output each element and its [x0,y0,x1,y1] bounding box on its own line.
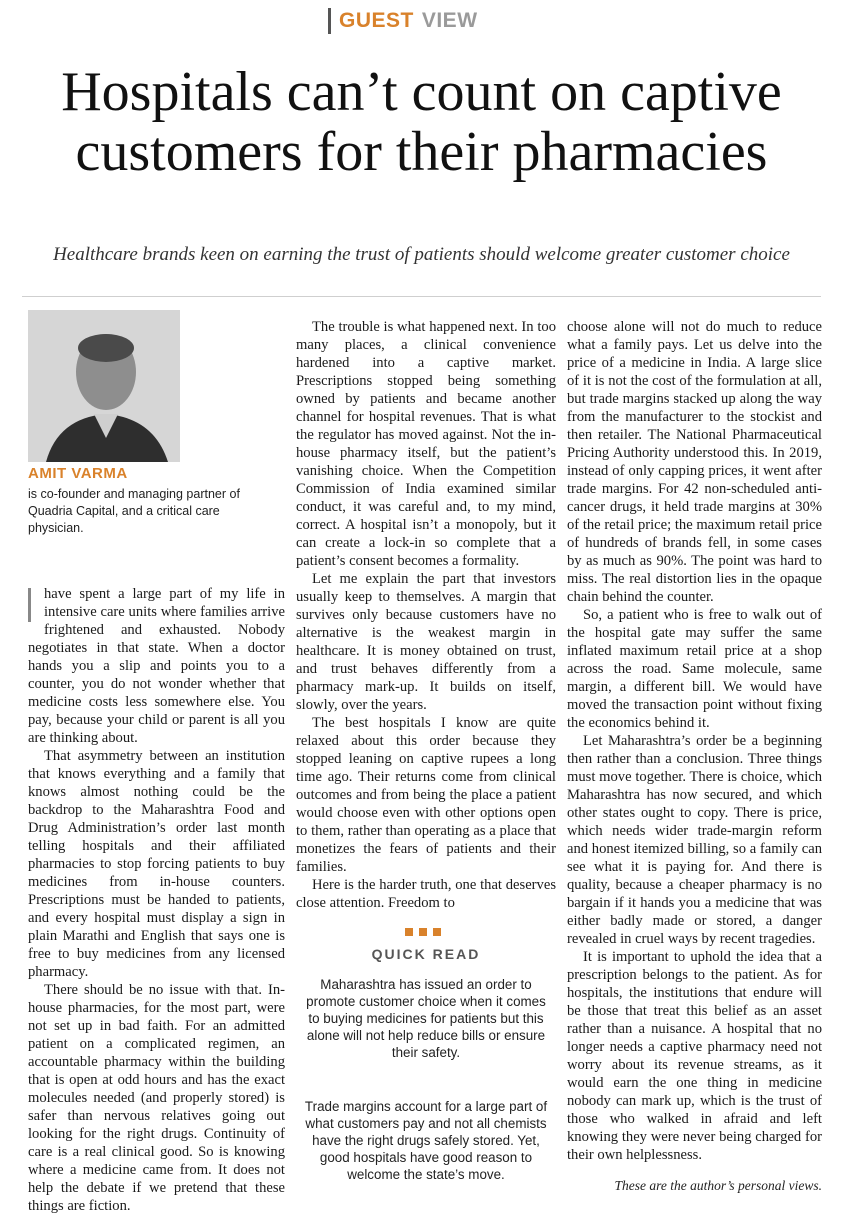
quick-read-title: QUICK READ [371,946,481,962]
divider [22,296,821,297]
kicker-view: VIEW [421,9,478,32]
paragraph: It is important to uphold the idea that a prescription belongs to the patient. As for hospitals, the institutions that endure will be those that treat this belief as an asset rather than a nuisance. A hospital that no longer needs a captive pharmacy need not worry about its revenue streams, as it would earn the one thing in medicine nobody can mark up, which is the trust of those who walked in afraid and left knowing they were never being charged for their own helplessness. [567,949,822,1163]
article-column-1 [28,585,285,1215]
paragraph: So, a patient who is free to walk out of the hospital gate may suffer the same inflated maximum retail price at a shop across the road. Same molecule, same margin, a different bill. We would have moved the transaction point without fixing the economics behind it. [567,607,822,731]
paragraph: choose alone will not do much to reduce what a family pays. Let us delve into the price of a medicine in India. A large slice of it is not the cost of the formulation at all, but trade margins stacked up along the way from the manufacturer to the stockist and then retailer. The National Pharmaceutical Pricing Authority understood this. In 2019, instead of only capping prices, it went after trade margins. For 42 non-scheduled anti-cancer drugs, it held trade margins at 30% of the retail price; the maximum retail price of hundreds of brands fell, in some cases by as much as 90%. The point was hard to miss. The real distortion lies in the opaque chain behind the counter. [567,319,822,605]
kicker-guest: GUEST [339,9,414,32]
paragraph: Let Maharashtra’s order be a beginning then rather than a conclusion. Three things must move together. There is choice, which Maharashtra has now secured, and which other states ought to copy. There is price, which needs wider trade-margin reform and honest itemized billing, so a family can see what it is paying for. And there is quality, because a cheaper pharmacy is no bargain if it hands you a medicine that was either badly made or stored, a danger revealed in cruel ways by recent tragedies. [567,733,822,947]
author-photo [28,310,180,462]
section-kicker [328,8,478,34]
paragraph: There should be no issue with that. In-house pharmacies, for the most part, were not set up in bad faith. For an admitted patient on a complicated regimen, an accountable pharmacy within the building that is open at odd hours and has the exact molecules needed (and properly stored) is safer than nervous relatives going out looking for the right drugs. Continuity of care is a real clinical good. So is knowing where a medicine came from. It does not help the debate if we pretend that these things are fiction. [28,982,285,1214]
author-name: AMIT VARMA [28,465,128,482]
headline: Hospitals can’t count on captive customers for their pharmacies [61,61,782,183]
quick-read-item: Maharashtra has issued an order to promote customer choice when it comes to buying medicines for patients but this alone will not help reduce bills or ensure their safety. [306,977,546,1060]
kicker-bar [328,8,331,34]
paragraph: have spent a large part of my life in intensive care units where families arrive frightened and exhausted. Nobody negotiates in that state. When a doctor hands you a slip and points you to a counter, you do not wonder whether that medicine costs less somewhere else. You pay, because your child or parent is all you are thinking about. [28,586,285,746]
author-bio: is co-founder and managing partner of Quadria Capital, and a critical care physician. [28,487,240,535]
paragraph: That asymmetry between an institution that knows everything and a family that knows almost nothing could be the backdrop to the Maharashtra Food and Drug Administration’s order last month telling hospitals and their affiliated pharmacies to stop forcing patients to buy medicines from in-house counters. Prescriptions must be handed to patients, and every hospital must display a sign in plain Marathi and English that says one is free to buy medicines from any licensed pharmacy. [28,748,285,980]
paragraph: The best hospitals I know are quite relaxed about this order because they stopped leaning on captive rupees a long time ago. Their returns come from clinical outcomes and from being the place a patient would choose even with other options open to them, rather than operating as a place that monetizes the fears of patients and their families. [296,715,556,875]
quick-read-icon [405,928,441,942]
disclaimer: These are the author’s personal views. [614,1178,822,1193]
drop-cap-i [28,588,42,622]
quick-read-item: Trade margins account for a large part of what customers pay and not all chemists have the right drugs safely stored. Yet, good hospitals have good reason to welcome the state’s move. [304,1099,548,1182]
paragraph: Let me explain the part that investors usually keep to themselves. A margin that survives only because customers have no alternative is the weakest margin in healthcare. It is money obtained on trust, and trust behaves differently from a pharmacy mark-up. It builds on itself, slowly, over the years. [296,571,556,713]
article-column-2 [296,318,556,912]
paragraph: The trouble is what happened next. In too many places, a clinical convenience hardened into a captive market. Prescriptions stopped being something owned by patients and became another channel for hospital revenues. That is what the regulator has moved against. Not the in-house pharmacy itself, but the patient’s vanishing choice. When the Competition Commission of India examined similar conduct, it was careful and, to my mind, correct. A hospital isn’t a monopoly, but it can create a lock-in so complete that a patient’s consent becomes a formality. [296,319,556,569]
article-column-3 [567,318,822,1164]
deck: Healthcare brands keen on earning the trust of patients should welcome greater customer choice [53,244,790,265]
paragraph: Here is the harder truth, one that deserves close attention. Freedom to [296,877,556,911]
